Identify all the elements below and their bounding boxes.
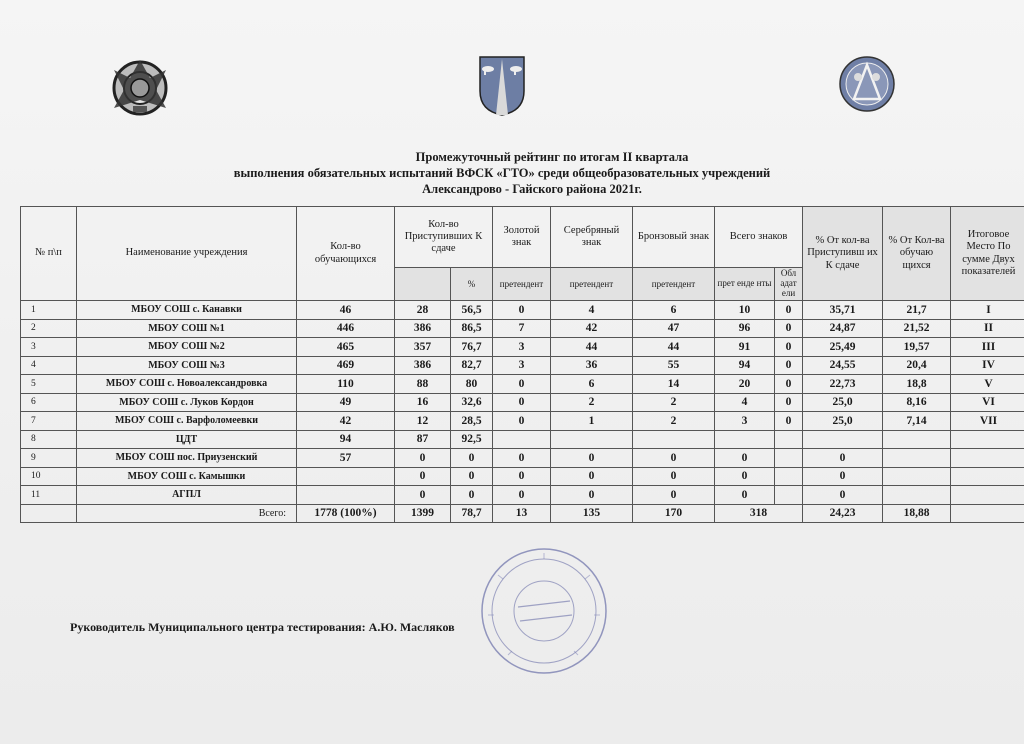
cell-pct: 92,5: [451, 430, 493, 449]
cell-started: 386: [395, 356, 451, 375]
cell-students: 57: [297, 449, 395, 468]
total-empty: [951, 504, 1024, 523]
cell-started: 28: [395, 301, 451, 320]
total-pct_students: 18,88: [883, 504, 951, 523]
cell-started: 386: [395, 319, 451, 338]
cell-silver: 0: [551, 486, 633, 505]
cell-started: 87: [395, 430, 451, 449]
header-bronze: Бронзовый знак: [633, 207, 715, 268]
cell-holders: 0: [775, 412, 803, 431]
cell-place: VI: [951, 393, 1024, 412]
total-pct_started: 24,23: [803, 504, 883, 523]
cell-n: 8: [21, 430, 77, 449]
table-row: [21, 393, 1024, 412]
cell-bronze: 2: [633, 393, 715, 412]
cell-cand: 3: [715, 412, 775, 431]
cell-pct: 80: [451, 375, 493, 394]
cell-pct_students: 8,16: [883, 393, 951, 412]
cell-n: 11: [21, 486, 77, 505]
total-row: [21, 504, 1024, 523]
total-students: 1778 (100%): [297, 504, 395, 523]
cell-students: 49: [297, 393, 395, 412]
total-silver: 135: [551, 504, 633, 523]
cell-gold: 0: [493, 301, 551, 320]
cell-pct_started: 0: [803, 486, 883, 505]
cell-pct: 32,6: [451, 393, 493, 412]
cell-pct_students: [883, 467, 951, 486]
total-empty: [21, 504, 77, 523]
cell-silver: 44: [551, 338, 633, 357]
table-row: [21, 338, 1024, 357]
cell-silver: 6: [551, 375, 633, 394]
cell-n: 3: [21, 338, 77, 357]
header-pct-students: % От Кол-ва обучаю щихся: [883, 207, 951, 301]
cell-silver: 1: [551, 412, 633, 431]
cell-cand: 0: [715, 449, 775, 468]
cell-name: МБОУ СОШ с. Варфоломеевки: [77, 412, 297, 431]
cell-place: IV: [951, 356, 1024, 375]
cell-name: МБОУ СОШ с. Луков Кордон: [77, 393, 297, 412]
official-stamp: [478, 545, 610, 677]
cell-pct_started: 25,49: [803, 338, 883, 357]
cell-students: 94: [297, 430, 395, 449]
cell-holders: [775, 430, 803, 449]
cell-gold: 0: [493, 486, 551, 505]
cell-place: [951, 467, 1024, 486]
cell-gold: 3: [493, 338, 551, 357]
cell-cand: 20: [715, 375, 775, 394]
report-title-line-1: Промежуточный рейтинг по итогам II квартала: [415, 150, 689, 164]
total-pct: 78,7: [451, 504, 493, 523]
cell-started: 16: [395, 393, 451, 412]
cell-bronze: [633, 430, 715, 449]
table-row: [21, 356, 1024, 375]
cell-silver: [551, 430, 633, 449]
cell-started: 0: [395, 486, 451, 505]
cell-pct_students: 21,7: [883, 301, 951, 320]
cell-pct: 0: [451, 486, 493, 505]
cell-n: 1: [21, 301, 77, 320]
cell-n: 4: [21, 356, 77, 375]
cell-students: 110: [297, 375, 395, 394]
cell-bronze: 0: [633, 467, 715, 486]
cell-place: III: [951, 338, 1024, 357]
cell-pct_started: 0: [803, 467, 883, 486]
cell-holders: 0: [775, 338, 803, 357]
cell-holders: 0: [775, 301, 803, 320]
header-started: Кол-во Приступивших К сдаче: [395, 207, 493, 268]
cell-pct_started: 24,55: [803, 356, 883, 375]
cell-pct_students: 19,57: [883, 338, 951, 357]
cell-name: МБОУ СОШ с. Новоалександровка: [77, 375, 297, 394]
cell-cand: 94: [715, 356, 775, 375]
cell-n: 10: [21, 467, 77, 486]
gto-emblem-logo: [100, 50, 180, 120]
cell-pct_started: 22,73: [803, 375, 883, 394]
cell-pct: 86,5: [451, 319, 493, 338]
cell-students: 469: [297, 356, 395, 375]
cell-pct_started: 25,0: [803, 412, 883, 431]
cell-silver: 2: [551, 393, 633, 412]
total-bronze: 170: [633, 504, 715, 523]
cell-pct_started: 35,71: [803, 301, 883, 320]
cell-name: МБОУ СОШ с. Канавки: [77, 301, 297, 320]
cell-cand: 91: [715, 338, 775, 357]
cell-bronze: 55: [633, 356, 715, 375]
cell-name: МБОУ СОШ №3: [77, 356, 297, 375]
cell-bronze: 14: [633, 375, 715, 394]
cell-students: [297, 467, 395, 486]
header-gold: Золотой знак: [493, 207, 551, 268]
cell-name: ЦДТ: [77, 430, 297, 449]
cell-pct: 82,7: [451, 356, 493, 375]
table-row: [21, 467, 1024, 486]
cell-place: VII: [951, 412, 1024, 431]
subheader-silver: претендент: [551, 268, 633, 301]
cell-silver: 0: [551, 449, 633, 468]
cell-holders: [775, 449, 803, 468]
cell-holders: [775, 467, 803, 486]
subheader-started-pct: %: [451, 268, 493, 301]
cell-name: МБОУ СОШ №2: [77, 338, 297, 357]
table-row: [21, 375, 1024, 394]
total-cand: 318: [715, 504, 803, 523]
subheader-holders: Обл адат ели: [775, 268, 803, 301]
cell-holders: [775, 486, 803, 505]
cell-gold: 0: [493, 393, 551, 412]
cell-bronze: 0: [633, 449, 715, 468]
table-row: [21, 319, 1024, 338]
total-label: Всего:: [77, 504, 297, 523]
cell-cand: 0: [715, 467, 775, 486]
cell-place: V: [951, 375, 1024, 394]
cell-gold: [493, 430, 551, 449]
coat-of-arms-logo: [478, 55, 526, 117]
cell-n: 5: [21, 375, 77, 394]
cell-holders: 0: [775, 319, 803, 338]
cell-started: 0: [395, 467, 451, 486]
cell-pct_started: 24,87: [803, 319, 883, 338]
cell-pct: 0: [451, 449, 493, 468]
cell-pct: 28,5: [451, 412, 493, 431]
header-institution: Наименование учреждения: [77, 207, 297, 301]
table-row: [21, 430, 1024, 449]
cell-gold: 0: [493, 449, 551, 468]
cell-name: МБОУ СОШ пос. Приузенский: [77, 449, 297, 468]
cell-pct: 0: [451, 467, 493, 486]
cell-gold: 0: [493, 467, 551, 486]
subheader-bronze: претендент: [633, 268, 715, 301]
cell-started: 0: [395, 449, 451, 468]
table-row: [21, 301, 1024, 320]
cell-pct_students: 20,4: [883, 356, 951, 375]
header-number: № п\п: [21, 207, 77, 301]
header-silver: Серебряный знак: [551, 207, 633, 268]
cell-pct_students: [883, 449, 951, 468]
cell-pct: 56,5: [451, 301, 493, 320]
table-row: [21, 486, 1024, 505]
signature-line: Руководитель Муниципального центра тестирования: А.Ю. Масляков: [70, 620, 455, 634]
cell-gold: 0: [493, 375, 551, 394]
total-gold: 13: [493, 504, 551, 523]
cell-started: 357: [395, 338, 451, 357]
cell-place: [951, 430, 1024, 449]
cell-students: [297, 486, 395, 505]
cell-gold: 0: [493, 412, 551, 431]
cell-bronze: 0: [633, 486, 715, 505]
testing-center-logo: [838, 55, 896, 113]
total-started: 1399: [395, 504, 451, 523]
cell-holders: 0: [775, 356, 803, 375]
subheader-gold: претендент: [493, 268, 551, 301]
header-pct-started: % От кол-ва Приступивш их К сдаче: [803, 207, 883, 301]
cell-bronze: 2: [633, 412, 715, 431]
cell-n: 6: [21, 393, 77, 412]
cell-pct_students: [883, 430, 951, 449]
cell-pct_students: [883, 486, 951, 505]
report-title-line-3: Александрово - Гайского района 2021г.: [422, 182, 642, 196]
cell-cand: 96: [715, 319, 775, 338]
cell-place: I: [951, 301, 1024, 320]
cell-students: 446: [297, 319, 395, 338]
cell-pct_started: 0: [803, 449, 883, 468]
table-row: [21, 412, 1024, 431]
cell-started: 88: [395, 375, 451, 394]
cell-name: АГПЛ: [77, 486, 297, 505]
cell-place: [951, 449, 1024, 468]
cell-students: 46: [297, 301, 395, 320]
subheader-started-count: [395, 268, 451, 301]
cell-bronze: 6: [633, 301, 715, 320]
cell-place: [951, 486, 1024, 505]
cell-name: МБОУ СОШ №1: [77, 319, 297, 338]
cell-n: 9: [21, 449, 77, 468]
header-total-badges: Всего знаков: [715, 207, 803, 268]
cell-gold: 7: [493, 319, 551, 338]
cell-cand: 0: [715, 486, 775, 505]
header-students: Кол-во обучающихся: [297, 207, 395, 301]
rating-table: [20, 206, 1024, 523]
cell-pct: 76,7: [451, 338, 493, 357]
cell-silver: 4: [551, 301, 633, 320]
cell-holders: 0: [775, 393, 803, 412]
cell-silver: 36: [551, 356, 633, 375]
cell-silver: 42: [551, 319, 633, 338]
subheader-candidates: прет енде нты: [715, 268, 775, 301]
table-row: [21, 449, 1024, 468]
cell-cand: 4: [715, 393, 775, 412]
cell-bronze: 47: [633, 319, 715, 338]
cell-n: 7: [21, 412, 77, 431]
header-final-place: Итоговое Место По сумме Двух показателей: [951, 207, 1024, 301]
cell-n: 2: [21, 319, 77, 338]
cell-pct_students: 7,14: [883, 412, 951, 431]
cell-started: 12: [395, 412, 451, 431]
cell-silver: 0: [551, 467, 633, 486]
report-title-line-2: выполнения обязательных испытаний ВФСК «ГТО» среди общеобразовательных учреждений: [233, 166, 771, 180]
cell-cand: 10: [715, 301, 775, 320]
cell-place: II: [951, 319, 1024, 338]
cell-cand: [715, 430, 775, 449]
cell-pct_students: 18,8: [883, 375, 951, 394]
cell-pct_students: 21,52: [883, 319, 951, 338]
cell-name: МБОУ СОШ с. Камышки: [77, 467, 297, 486]
rating-table-body: [21, 301, 1024, 523]
cell-students: 42: [297, 412, 395, 431]
cell-bronze: 44: [633, 338, 715, 357]
cell-gold: 3: [493, 356, 551, 375]
cell-pct_started: 25,0: [803, 393, 883, 412]
cell-pct_started: [803, 430, 883, 449]
cell-students: 465: [297, 338, 395, 357]
cell-holders: 0: [775, 375, 803, 394]
